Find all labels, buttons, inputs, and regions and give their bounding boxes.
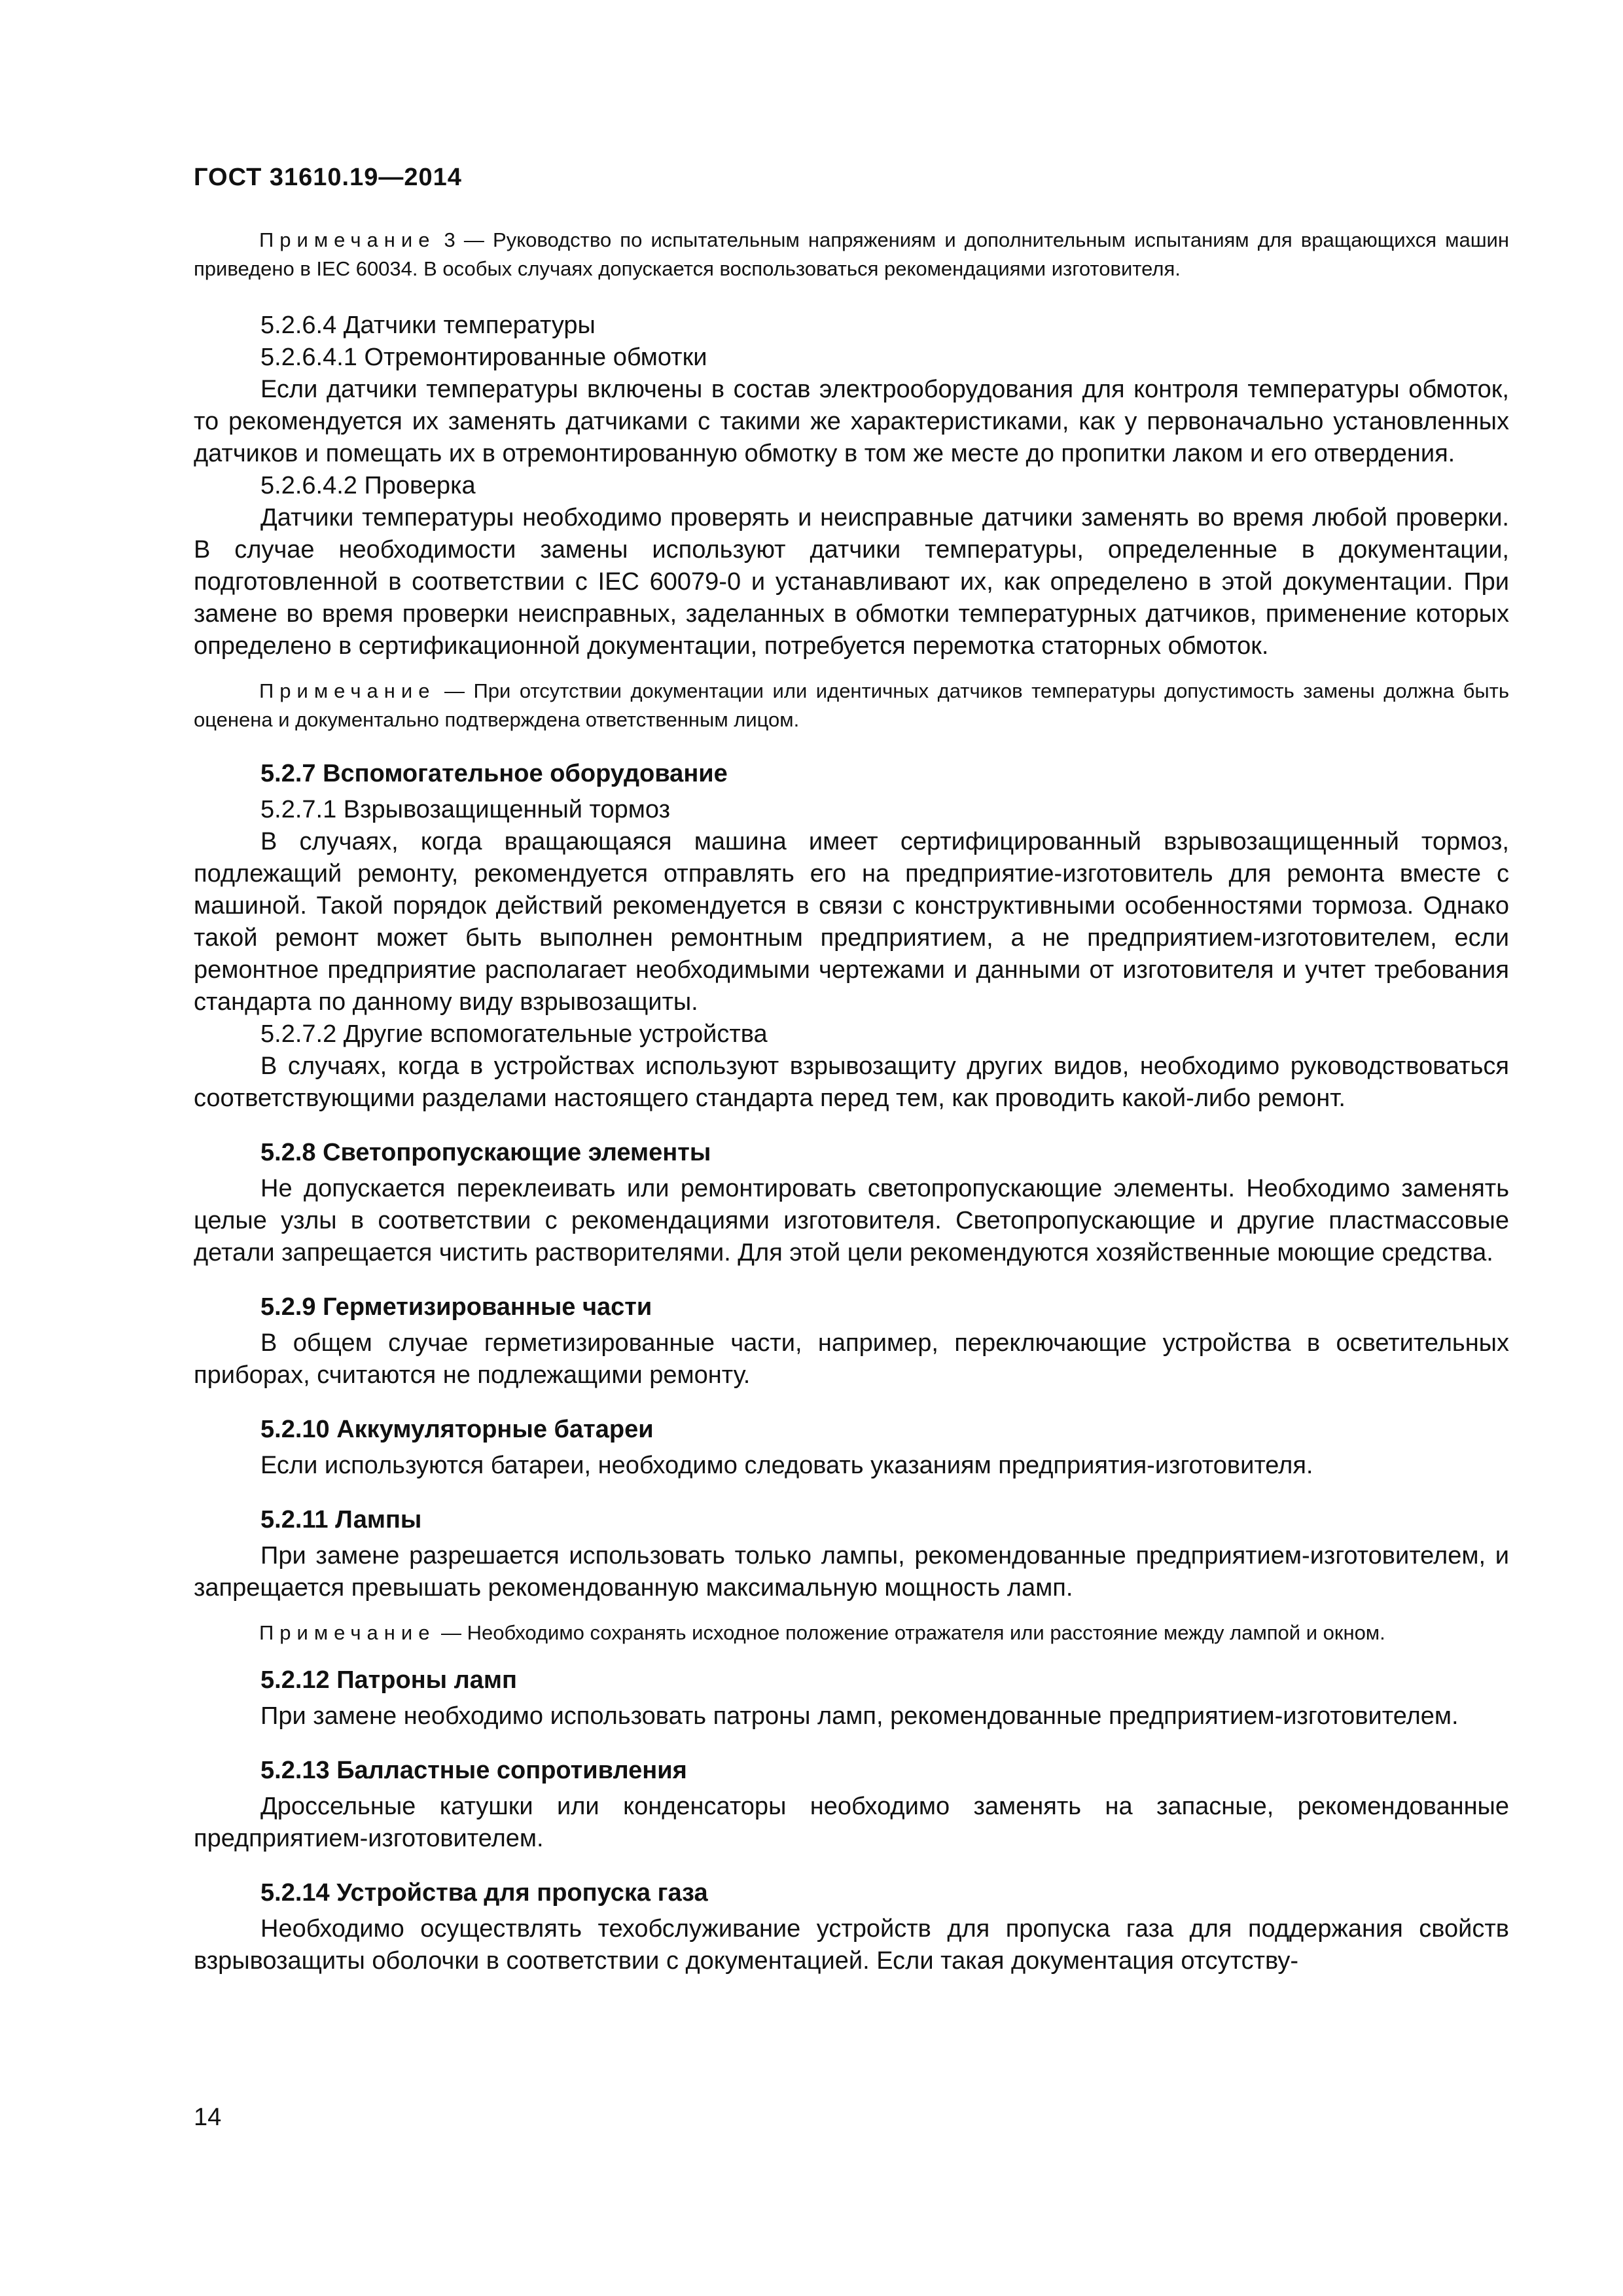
subsection-title-5-2-7-2: 5.2.7.2 Другие вспомогательные устройства [260,1020,768,1048]
paragraph-5-2-12: При замене необходимо использовать патроны ламп, рекомендованные предприятием-изготовителем. [260,1702,1459,1730]
section-title-5-2-7: 5.2.7 Вспомогательное оборудование [260,760,728,787]
section-title-5-2-14: 5.2.14 Устройства для пропуска газа [260,1879,708,1907]
section-title-5-2-12: 5.2.12 Патроны ламп [260,1666,517,1694]
paragraph-5-2-7-1: В случаях, когда вращающаяся машина имеет сертифицированный взрывозащищенный тормоз, подлежащий ремонту, рекомендуется отправлять его на предприятие-изготовитель для ремонта вместе с машиной. Такой порядок действий рекомендуется в связи с конструктивными особенностями тормоза. Однако такой ремонт может быть выполнен ремонтным предприятием, а не предприятием-изготовителем, если ремонтное предприятие располагает необходимыми чертежами и данными от изготовителя и учтет требования стандарта по данному виду взрывозащиты. [194,828,1509,1016]
page-content [194,226,1509,1977]
note-label: Примечание [259,228,436,251]
note-label: Примечание [259,1621,436,1644]
note-text: 3 — Руководство по испытательным напряжениям и дополнительным испытаниям для вращающихся машин приведено в IEC 60034. В особых случаях допускается воспользоваться рекомендациями изготовителя. [194,228,1509,280]
note-3 [194,226,1509,283]
note-label: Примечание [259,679,436,702]
section-title-5-2-13: 5.2.13 Балластные сопротивления [260,1757,687,1784]
paragraph-5-2-11: При замене разрешается использовать только лампы, рекомендованные предприятием-изготовителем, и запрещается превышать рекомендованную максимальную мощность ламп. [194,1542,1509,1602]
paragraph-5-2-14: Необходимо осуществлять техобслуживание устройств для пропуска газа для поддержания свойств взрывозащиты оболочки в соответствии с документацией. Если такая документация отсутству- [194,1915,1509,1975]
standard-header: ГОСТ 31610.19—2014 [194,164,462,191]
note-5-2-11 [194,1619,1509,1647]
note-text: — Необходимо сохранять исходное положение отражателя или расстояние между лампой и окном. [435,1621,1385,1644]
subsection-title-5-2-6-4: 5.2.6.4 Датчики температуры [260,312,596,339]
note-5-2-6-4-2 [194,677,1509,734]
subsection-title-5-2-6-4-1: 5.2.6.4.1 Отремонтированные обмотки [260,344,707,371]
section-title-5-2-8: 5.2.8 Светопропускающие элементы [260,1139,711,1166]
subsection-title-5-2-7-1: 5.2.7.1 Взрывозащищенный тормоз [260,796,671,823]
paragraph-5-2-6-4-2: Датчики температуры необходимо проверять и неисправные датчики заменять во время любой проверки. В случае необходимости замены используют датчики температуры, определенные в документации, подготовленной в соответствии с IEC 60079-0 и устанавливают их, как определено в этой документации. При замене во время проверки неисправных, заделанных в обмотки температурных датчиков, применение которых определено в сертификационной документации, потребуется перемотка статорных обмоток. [194,504,1509,660]
note-text: — При отсутствии документации или идентичных датчиков температуры допустимость замены должна быть оценена и документально подтверждена ответственным лицом. [194,679,1509,731]
paragraph-5-2-7-2: В случаях, когда в устройствах используют взрывозащиту других видов, необходимо руководствоваться соответствующими разделами настоящего стандарта перед тем, как проводить какой-либо ремонт. [194,1052,1509,1112]
paragraph-5-2-8: Не допускается переклеивать или ремонтировать светопропускающие элементы. Необходимо заменять целые узлы в соответствии с рекомендациями изготовителя. Светопропускающие и другие пластмассовые детали запрещается чистить растворителями. Для этой цели рекомендуются хозяйственные моющие средства. [194,1175,1509,1266]
paragraph-5-2-13: Дроссельные катушки или конденсаторы необходимо заменять на запасные, рекомендованные предприятием-изготовителем. [194,1793,1509,1852]
page-number: 14 [194,2104,222,2131]
paragraph-5-2-10: Если используются батареи, необходимо следовать указаниям предприятия-изготовителя. [260,1452,1313,1479]
paragraph-5-2-6-4-1: Если датчики температуры включены в состав электрооборудования для контроля температуры обмоток, то рекомендуется их заменять датчиками с такими же характеристиками, как у первоначально установленных датчиков и помещать их в отремонтированную обмотку в том же месте до пропитки лаком и его отвердения. [194,376,1509,467]
section-title-5-2-9: 5.2.9 Герметизированные части [260,1293,652,1321]
paragraph-5-2-9: В общем случае герметизированные части, например, переключающие устройства в осветительных приборах, считаются не подлежащими ремонту. [194,1329,1509,1389]
section-title-5-2-11: 5.2.11 Лампы [260,1506,422,1534]
subsection-title-5-2-6-4-2: 5.2.6.4.2 Проверка [260,472,476,499]
section-title-5-2-10: 5.2.10 Аккумуляторные батареи [260,1416,654,1443]
